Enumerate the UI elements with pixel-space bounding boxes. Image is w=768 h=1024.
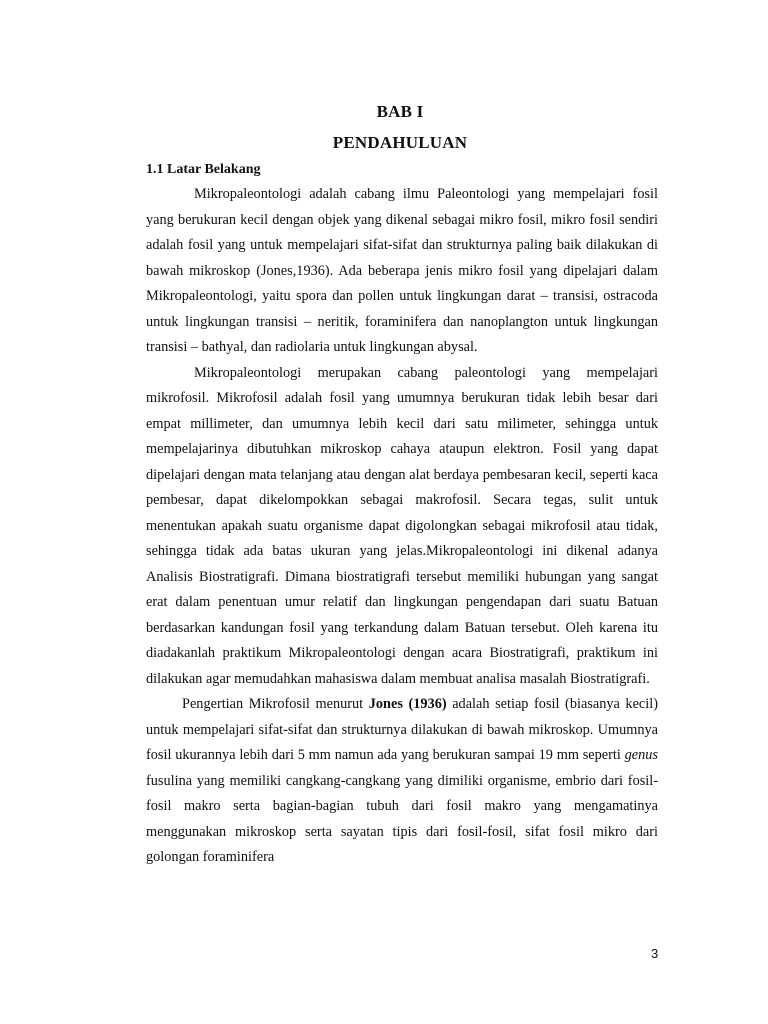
body-text <box>146 182 658 871</box>
paragraph-3-text-2: adalah setiap fosil (biasanya kecil) untuk mempelajari sifat-sifat dan strukturnya dilakukan di bawah mikroskop. Umumnya fosil ukurannya lebih dari 5 mm namun ada yang berukuran sampai 19 mm seperti <box>146 696 658 763</box>
paragraph-3-text-3: fusulina yang memiliki cangkang-cangkang yang dimiliki organisme, embrio dari fosil-fosil makro serta bagian-bagian tubuh dari fosil makro yang mengamatinya menggunakan mikroskop serta sayatan tipis dari fosil-fosil, sifat fosil mikro dari golongan foraminifera <box>146 772 658 865</box>
paragraph-2: Mikropaleontologi merupakan cabang paleontologi yang mempelajari mikrofosil. Mikrofosil adalah fosil yang umumnya berukuran tidak lebih besar dari empat millimeter, dan umumnya lebih kecil dari satu milimeter, sehingga untuk mempelajarinya dibutuhkan mikroskop cahaya ataupun elektron. Fosil yang dapat dipelajari dengan mata telanjang atau dengan alat berdaya pembesaran kecil, seperti kaca pembesar, dapat dikelompokkan sebagai makrofosil. Secara tegas, sulit untuk menentukan apakah suatu organisme dapat digolongkan sebagai mikrofosil atau tidak, sehingga tidak ada batas ukuran yang jelas.Mikropaleontologi ini dikenal adanya Analisis Biostratigrafi. Dimana biostratigrafi tersebut memiliki hubungan yang sangat erat dalam penentuan umur relatif dan lingkungan pengendapan dari suatu Batuan berdasarkan kandungan fosil yang terkandung dalam Batuan tersebut. Oleh karena itu diadakanlah praktikum Mikropaleontologi dengan acara Biostratigrafi, praktikum ini dilakukan agar memudahkan mahasiswa dalam membuat analisa masalah Biostratigrafi. <box>146 364 658 687</box>
section-heading: 1.1 Latar Belakang <box>146 162 261 177</box>
genus-term: genus <box>624 747 658 763</box>
paragraph-1: Mikropaleontologi adalah cabang ilmu Paleontologi yang mempelajari fosil yang berukuran kecil dengan objek yang dikenal sebagai mikro fosil, mikro fosil sendiri adalah fosil yang untuk mempelajari sifat-sifat dan strukturnya paling baik dilakukan di bawah mikroskop (Jones,1936). Ada beberapa jenis mikro fosil yang dipelajari dalam Mikropaleontologi, yaitu spora dan pollen untuk lingkungan darat – transisi, ostracoda untuk lingkungan transisi – neritik, foraminifera dan nanoplangton untuk lingkungan transisi – bathyal, dan radiolaria untuk lingkungan abysal. <box>146 186 658 355</box>
paragraph-3 <box>146 692 658 871</box>
paragraph-3-text-1: Pengertian Mikrofosil menurut <box>182 696 369 712</box>
chapter-number: BAB I <box>376 102 424 121</box>
chapter-title: PENDAHULUAN <box>332 133 468 152</box>
citation-jones-1936: Jones (1936) <box>368 696 447 712</box>
page-number: 3 <box>651 946 659 961</box>
